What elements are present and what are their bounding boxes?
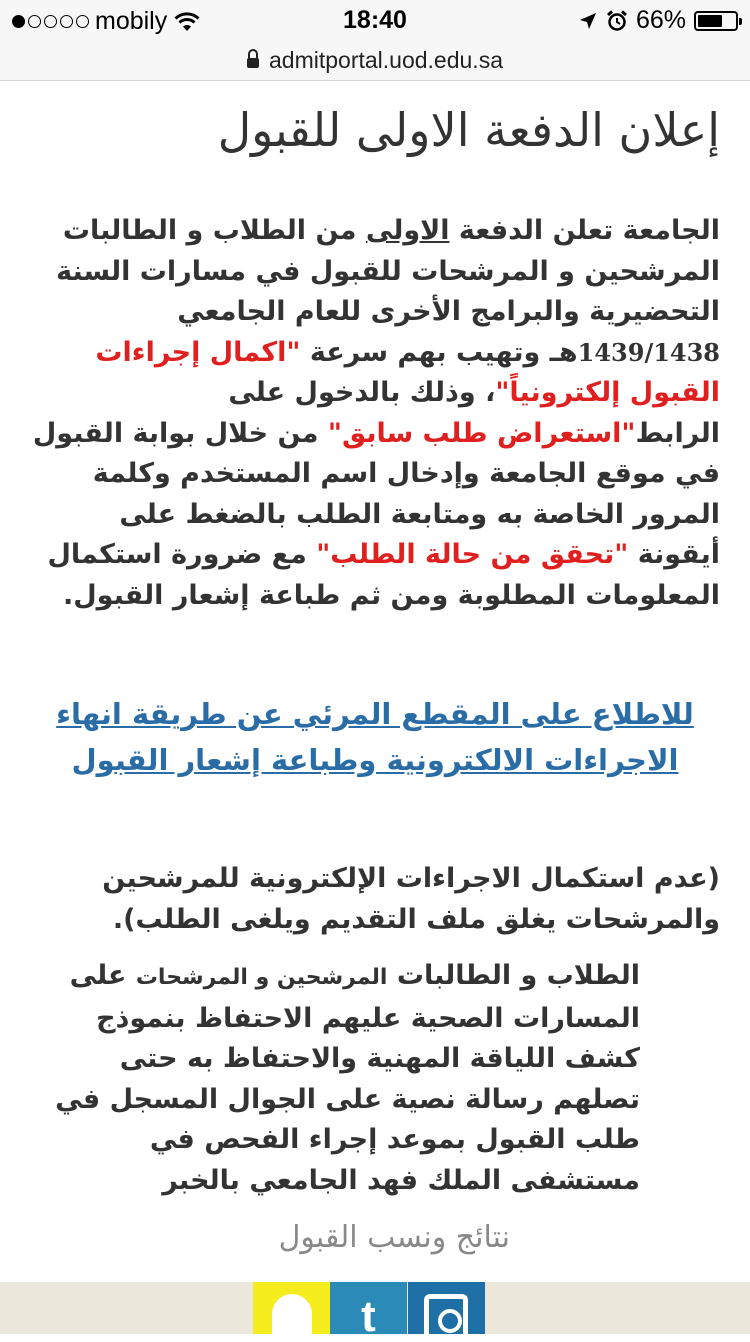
url-text[interactable]: admitportal.uod.edu.sa — [269, 46, 503, 73]
health-text: الطلاب و الطالبات — [387, 960, 640, 991]
video-guide-link[interactable]: للاطلاع على المقطع المرئي عن طريقة انهاء الاجراءات الالكترونية وطباعة إشعار القبول — [56, 697, 694, 777]
admission-results-link[interactable]: نتائج ونسب القبول — [278, 1220, 510, 1255]
battery-icon — [694, 11, 738, 31]
announcement-paragraph — [30, 211, 720, 616]
clock: 18:40 — [343, 6, 407, 34]
announcement-text: ، وذلك بالدخول على الرابط — [228, 377, 720, 449]
twitter-button[interactable] — [330, 1282, 407, 1341]
battery-level — [698, 15, 722, 27]
location-arrow-icon — [578, 11, 598, 31]
social-footer — [0, 1282, 750, 1341]
complete-procedures-highlight: "اكمال إجراءات القبول إلكترونياً" — [95, 336, 720, 408]
status-right — [578, 6, 738, 35]
announcement-text: الجامعة تعلن الدفعة — [449, 215, 720, 246]
lock-icon — [247, 58, 259, 68]
battery-percent: 66% — [635, 6, 686, 34]
check-status-highlight: "تحقق من حالة الطلب" — [316, 539, 629, 570]
announcement-text: مع ضرورة استكمال المعلومات المطلوبة ومن ثم طباعة إشعار القبول. — [47, 539, 720, 611]
status-bar — [0, 0, 750, 40]
warning-paragraph: (عدم استكمال الاجراءات الإلكترونية للمرشحين والمرشحات يغلق ملف التقديم ويلغى الطلب). — [102, 863, 720, 935]
health-tracks-paragraph — [40, 956, 640, 1201]
health-text-small: المرشحين و المرشحات — [135, 965, 388, 990]
announcement-text: من الطلاب و الطالبات المرشحين و المرشحات للقبول في مسارات السنة التحضيرية والبرامج الأخرى للعام الجامعي — [56, 215, 720, 327]
announcement-text: هـ وتهيب بهم سرعة — [300, 336, 578, 368]
first-batch-word: الاولى — [365, 215, 450, 246]
health-text: على المسارات الصحية عليهم الاحتفاظ بنموذج كشف اللياقة المهنية والاحتفاظ به حتى تصلهم رسالة نصية على الجوال المسجل في طلب القبول بموعد إجراء الفحص في مستشفى الملك فهد الجامعي بالخبر — [55, 960, 640, 1196]
carrier-name: mobily — [95, 7, 168, 35]
page-content — [0, 81, 750, 1281]
twitter-icon: t — [361, 1292, 376, 1341]
instagram-icon — [424, 1294, 468, 1334]
instagram-button[interactable] — [408, 1282, 485, 1334]
address-bar[interactable] — [0, 40, 750, 81]
academic-year: 1439/1438 — [577, 337, 720, 367]
view-previous-request-highlight: "استعراض طلب سابق" — [327, 417, 636, 449]
page-title: إعلان الدفعة الاولى للقبول — [217, 103, 720, 157]
snapchat-button[interactable] — [253, 1282, 330, 1334]
snapchat-icon — [272, 1294, 312, 1334]
alarm-icon — [606, 10, 628, 32]
announcement-text: من خلال بوابة القبول في موقع الجامعة وإدخال اسم المستخدم وكلمة المرور الخاصة به ومتابعة الطلب بالضغط على أيقونة — [32, 417, 720, 570]
